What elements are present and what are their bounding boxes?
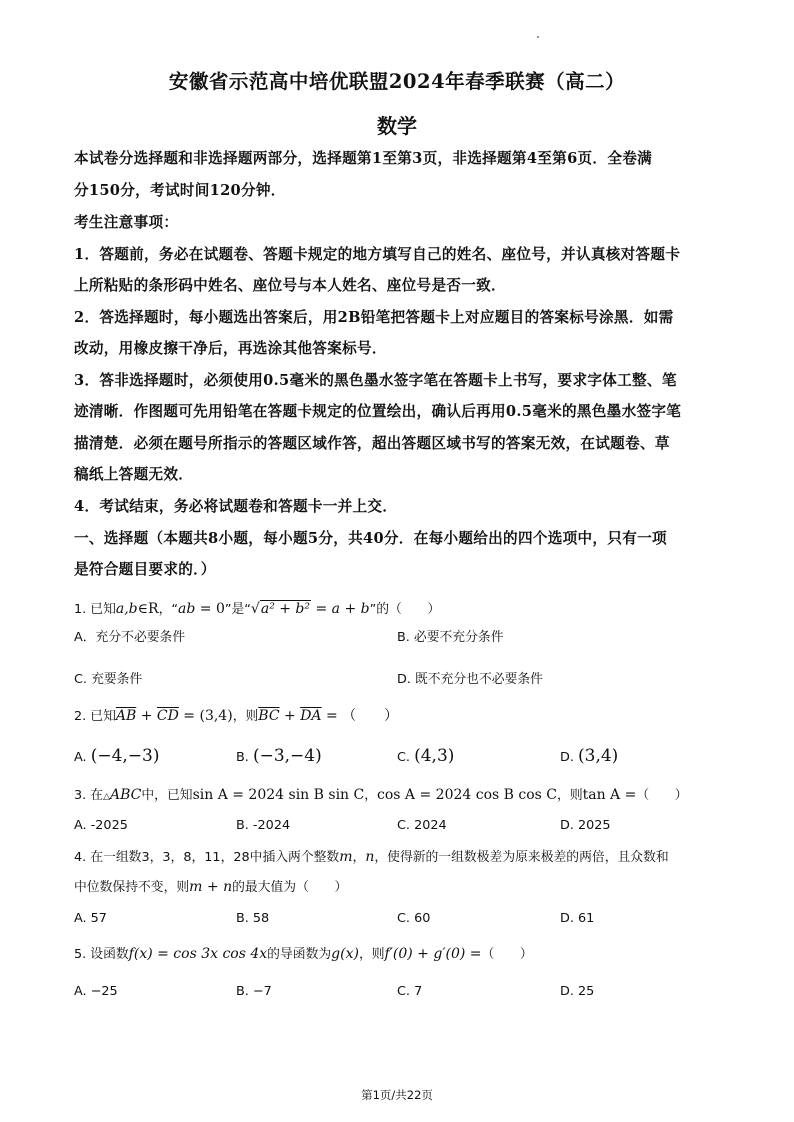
section-heading-line-2: 是符合题目要求的．） [74, 561, 216, 578]
exam-title: 安徽省示范高中培优联盟2024年春季联赛（高二） [168, 70, 626, 93]
q1-option-d: D. 既不充分也不必要条件 [397, 672, 543, 687]
question-1 [74, 599, 440, 620]
page-footer: 第1页/共22页 [361, 1088, 433, 1102]
q3-eq-2: cos A = 2024 cos B cos C [377, 787, 558, 803]
scan-dot [537, 36, 539, 38]
q1-cond-mid: ”是“ [224, 602, 251, 617]
intro-line-1: 本试卷分选择题和非选择题两部分，选择题第1至第3页，非选择题第4至第6页．全卷满 [74, 150, 652, 167]
q3-mid-1: 中，已知 [141, 788, 193, 803]
q3-option-b: B. -2024 [236, 818, 291, 833]
q2-vec-da: $\overline{DA}$ [300, 708, 322, 724]
q2-option-b [236, 746, 322, 768]
q4-line-1-a: 4. 在一组数3，3，8，11，28中插入两个整数 [74, 850, 340, 865]
q2-number: 2. 已知 [74, 709, 116, 724]
q2-eq: = (3,4) [178, 708, 233, 724]
note-3-line-3: 描清楚．必须在题号所指示的答题区域作答，超出答题区域书写的答案无效，在试题卷、草 [74, 435, 670, 452]
q4-line-1-b: ，使得新的一组数极差为原来极差的两倍，且众数和 [374, 850, 669, 865]
sqrt-icon: √ [250, 601, 260, 617]
q1-option-b: B. 必要不充分条件 [397, 630, 504, 645]
q3-tail: （ ） [636, 788, 688, 803]
q2-option-c-value: (4,3) [414, 746, 455, 766]
q3-option-d: D. 2025 [560, 818, 611, 833]
q5-number: 5. 设函数 [74, 947, 129, 962]
q1-rhs: = a + b [311, 601, 370, 617]
q4-option-b: B. 58 [236, 911, 270, 926]
q1-option-a: A．充分不必要条件 [74, 630, 186, 645]
q5-option-b: B. −7 [236, 984, 272, 999]
q5-mid-2: ，则 [358, 947, 385, 962]
q2-option-d-label: D. [560, 750, 574, 765]
q4-option-d: D. 61 [560, 911, 595, 926]
q5-option-a: A. −25 [74, 984, 118, 999]
q2-option-a-value: (−4,−3) [90, 746, 160, 766]
q5-ask: f′(0) + g′(0) = [384, 946, 482, 962]
q1-eq0: = 0 [195, 601, 225, 617]
note-2-line-1: 2．答选择题时，每小题选出答案后，用2B铅笔把答题卡上对应题目的答案标号涂黑．如需 [74, 309, 674, 326]
q1-cond: ab [178, 601, 196, 617]
question-5 [74, 944, 533, 965]
q3-option-c: C. 2024 [397, 818, 447, 833]
q2-option-a-label: A. [74, 750, 87, 765]
q2-option-a [74, 746, 159, 768]
q2-option-d-value: (3,4) [578, 746, 619, 766]
q1-in-symbol: ∈ [137, 601, 149, 617]
q1-vars: a,b [115, 601, 138, 617]
note-1-line-2: 上所粘贴的条形码中姓名、座位号与本人姓名、座位号是否一致． [74, 277, 506, 294]
section-heading-line-1: 一、选择题（本题共8小题，每小题5分，共40分．在每小题给出的四个选项中，只有一项 [74, 530, 667, 547]
triangle-icon: △ [103, 792, 110, 802]
q3-eq-1: sin A = 2024 sin B sin C [192, 787, 365, 803]
q2-vec-cd: $\overline{CD}$ [156, 708, 179, 724]
q5-g: g(x) [331, 946, 359, 962]
q2-plus-1: + [136, 708, 157, 724]
q4-var-n: n [365, 849, 375, 865]
q4-line-2-b: 的最大值为（ ） [232, 880, 348, 895]
note-3-line-4: 稿纸上答题无效． [74, 466, 194, 483]
q3-ask: tan A = [582, 787, 637, 803]
q2-mid: ，则 [232, 709, 259, 724]
q2-vec-ab: $\overline{AB}$ [115, 708, 137, 724]
q2-option-c-label: C. [397, 750, 411, 765]
q2-tail: = （ ） [321, 708, 399, 724]
q1-number: 1. 已知 [74, 602, 116, 617]
q3-option-a: A. -2025 [74, 818, 128, 833]
q5-tail: （ ） [481, 947, 533, 962]
question-4-line-1 [74, 847, 669, 868]
q5-mid: 的导函数为 [267, 947, 332, 962]
note-2-line-2: 改动，用橡皮擦干净后，再选涂其他答案标号． [74, 340, 387, 357]
question-3 [74, 785, 688, 807]
q1-cond-open: ，“ [158, 602, 178, 617]
notes-heading: 考生注意事项： [74, 214, 179, 231]
q2-vec-bc: $\overline{BC}$ [258, 708, 280, 724]
q4-option-a: A. 57 [74, 911, 107, 926]
question-4-line-2 [74, 877, 347, 898]
q1-sqrt-body: a² + b² [260, 601, 311, 617]
q2-plus-2: + [279, 708, 301, 724]
subject-title: 数学 [377, 114, 417, 138]
q2-option-c [397, 746, 454, 768]
q1-option-c: C. 充要条件 [74, 672, 143, 687]
q5-f: f(x) = cos 3x cos 4x [128, 946, 268, 962]
question-2 [74, 706, 398, 727]
intro-line-2: 分150分，考试时间120分钟． [74, 182, 286, 199]
q1-tail: ”的（ ） [369, 602, 441, 617]
q4-comma: ， [352, 850, 366, 865]
q3-abc: ABC [110, 787, 142, 803]
note-3-line-1: 3．答非选择题时，必须使用0.5毫米的黑色墨水签字笔在答题卡上书写，要求字体工整、笔 [74, 372, 677, 389]
q3-sep: ， [364, 788, 378, 803]
q1-set: R [148, 601, 159, 617]
q4-var-m: m [339, 849, 353, 865]
q2-option-d [560, 746, 618, 768]
q3-number: 3. 在 [74, 788, 104, 803]
q2-option-b-value: (−3,−4) [252, 746, 322, 766]
q5-option-d: D. 25 [560, 984, 595, 999]
q4-option-c: C. 60 [397, 911, 431, 926]
q2-option-b-label: B. [236, 750, 249, 765]
q5-option-c: C. 7 [397, 984, 423, 999]
note-1-line-1: 1．答题前，务必在试题卷、答题卡规定的地方填写自己的姓名、座位号，并认真核对答题卡 [74, 246, 681, 263]
q3-mid-2: ，则 [557, 788, 583, 803]
note-4: 4．考试结束，务必将试题卷和答题卡一并上交． [74, 498, 398, 515]
q4-expr: m + n [189, 879, 233, 895]
q4-line-2-a: 中位数保持不变，则 [74, 880, 190, 895]
note-3-line-2: 迹清晰．作图题可先用铅笔在答题卡规定的位置绘出，确认后再用0.5毫米的黑色墨水签字笔 [74, 403, 682, 420]
